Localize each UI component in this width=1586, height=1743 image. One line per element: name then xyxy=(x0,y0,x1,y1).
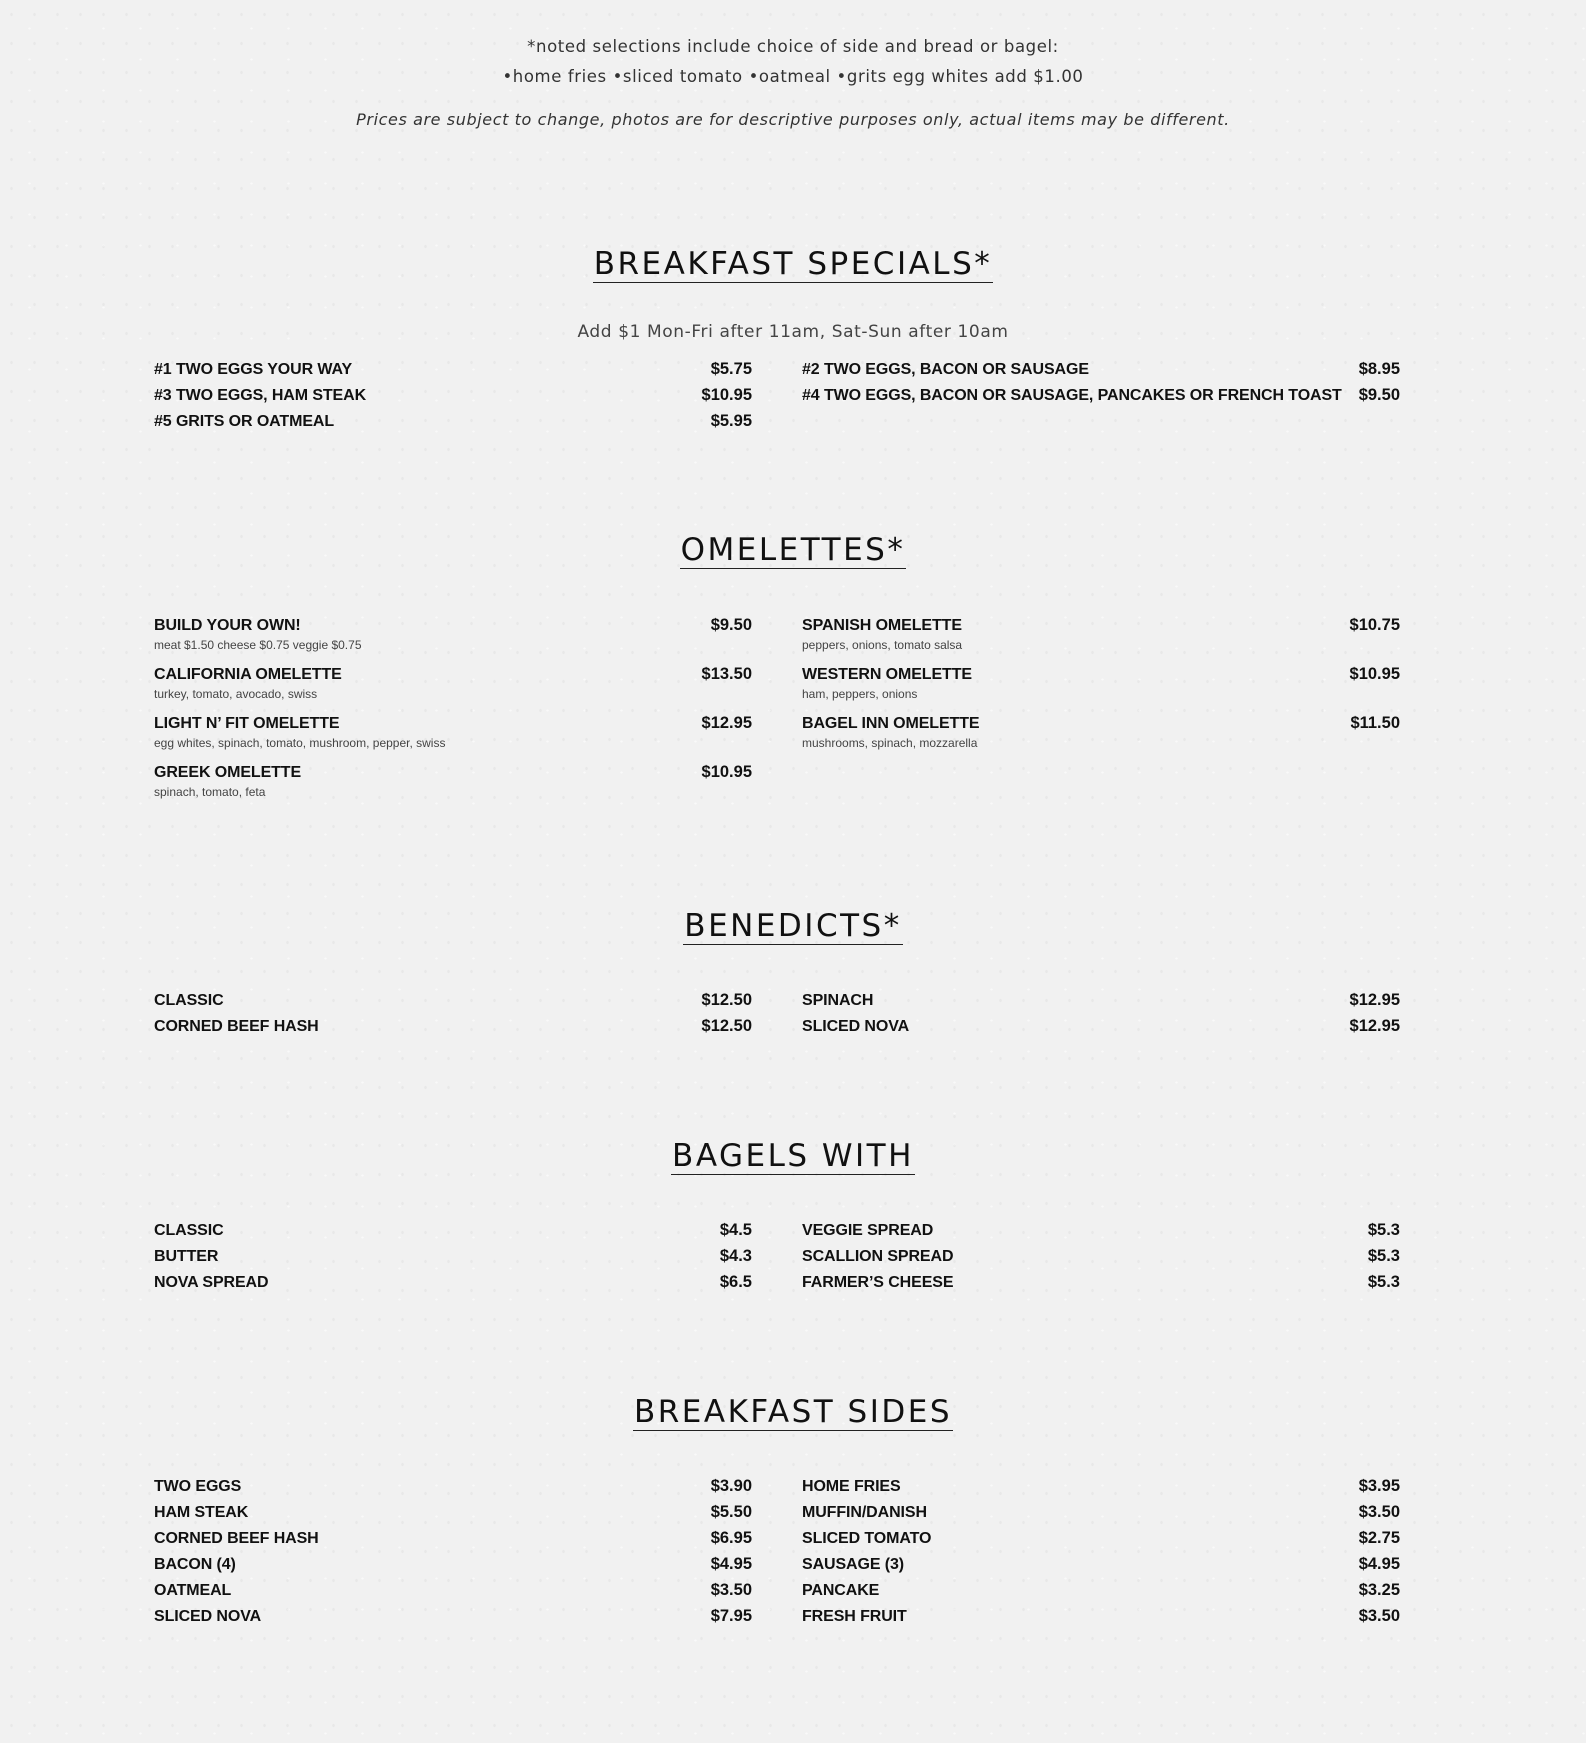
item-name: CLASSIC xyxy=(154,1222,224,1239)
item-price: $5.50 xyxy=(710,1503,752,1521)
item-name: GREEK OMELETTE xyxy=(154,764,302,781)
item-name: CORNED BEEF HASH xyxy=(154,1018,319,1035)
item-name: VEGGIE SPREAD xyxy=(802,1222,934,1239)
section-omelettes xyxy=(0,532,1586,569)
item-price: $3.50 xyxy=(1358,1607,1400,1625)
item-price: $12.50 xyxy=(701,1017,752,1035)
item-name: FRESH FRUIT xyxy=(802,1608,907,1625)
menu-column-right xyxy=(802,1473,1400,1629)
menu-column-right xyxy=(802,1217,1400,1295)
section-title: BREAKFAST SPECIALS* xyxy=(593,246,993,282)
menu-item xyxy=(154,1603,752,1629)
item-name: CALIFORNIA OMELETTE xyxy=(154,666,342,683)
menu-column-left xyxy=(154,356,752,434)
item-price: $4.95 xyxy=(710,1555,752,1573)
item-name: MUFFIN/DANISH xyxy=(802,1504,927,1521)
item-price: $3.90 xyxy=(710,1477,752,1495)
menu-column-left xyxy=(154,612,752,808)
item-description: spinach, tomato, feta xyxy=(154,785,266,799)
item-description: egg whites, spinach, tomato, mushroom, pepper, swiss xyxy=(154,736,446,750)
item-name: SLICED TOMATO xyxy=(802,1530,932,1547)
item-name: BUTTER xyxy=(154,1248,219,1265)
item-price: $12.50 xyxy=(701,991,752,1009)
item-name: #1 TWO EGGS YOUR WAY xyxy=(154,361,353,378)
item-price: $10.95 xyxy=(701,386,752,404)
menu-item xyxy=(154,759,752,808)
menu-item xyxy=(154,1013,752,1039)
menu-column-left xyxy=(154,1217,752,1295)
item-name: BACON (4) xyxy=(154,1556,236,1573)
menu-item xyxy=(154,1525,752,1551)
menu-item xyxy=(154,1269,752,1295)
section-benedicts xyxy=(0,908,1586,945)
item-name: #3 TWO EGGS, HAM STEAK xyxy=(154,387,367,404)
menu-item xyxy=(154,1499,752,1525)
item-price: $4.5 xyxy=(719,1221,752,1239)
item-price: $11.50 xyxy=(1350,714,1400,732)
section-note: Add $1 Mon-Fri after 11am, Sat-Sun after 10am xyxy=(577,322,1009,342)
item-price: $10.75 xyxy=(1349,616,1400,634)
item-name: SLICED NOVA xyxy=(802,1018,910,1035)
menu-item xyxy=(802,710,1400,759)
item-price: $5.95 xyxy=(710,412,752,430)
menu-column-right xyxy=(802,987,1400,1039)
item-price: $3.50 xyxy=(710,1581,752,1599)
item-price: $9.50 xyxy=(1358,386,1400,404)
menu-item xyxy=(154,1551,752,1577)
menu-item xyxy=(802,1577,1400,1603)
item-price: $12.95 xyxy=(1349,991,1400,1009)
item-price: $13.50 xyxy=(701,665,752,683)
menu-item xyxy=(802,356,1400,382)
item-description: meat $1.50 cheese $0.75 veggie $0.75 xyxy=(154,638,362,652)
menu-item xyxy=(154,1217,752,1243)
item-price: $6.5 xyxy=(719,1273,752,1291)
item-name: HAM STEAK xyxy=(154,1504,249,1521)
menu-column-right xyxy=(802,356,1400,408)
menu-item xyxy=(802,382,1400,408)
item-description: mushrooms, spinach, mozzarella xyxy=(802,736,978,750)
item-name: CORNED BEEF HASH xyxy=(154,1530,319,1547)
menu-item xyxy=(154,987,752,1013)
section-title: BAGELS WITH xyxy=(672,1138,914,1174)
item-name: #2 TWO EGGS, BACON OR SAUSAGE xyxy=(802,361,1089,378)
item-price: $5.3 xyxy=(1367,1247,1400,1265)
item-price: $7.95 xyxy=(710,1607,752,1625)
menu-item xyxy=(802,661,1400,710)
item-price: $10.95 xyxy=(1349,665,1400,683)
notes-line-2: •home fries •sliced tomato •oatmeal •grits egg whites add $1.00 xyxy=(502,67,1084,86)
menu-item xyxy=(154,1473,752,1499)
section-title: OMELETTES* xyxy=(680,532,906,568)
menu-item xyxy=(154,382,752,408)
menu-item xyxy=(154,710,752,759)
menu-item xyxy=(802,1473,1400,1499)
menu-item xyxy=(802,1551,1400,1577)
item-description: ham, peppers, onions xyxy=(802,687,918,701)
item-price: $2.75 xyxy=(1358,1529,1400,1547)
item-price: $9.50 xyxy=(710,616,752,634)
item-name: PANCAKE xyxy=(802,1582,880,1599)
item-name: NOVA SPREAD xyxy=(154,1274,269,1291)
item-price: $12.95 xyxy=(701,714,752,732)
item-name: TWO EGGS xyxy=(154,1478,242,1495)
item-name: SPINACH xyxy=(802,992,874,1009)
item-price: $3.95 xyxy=(1358,1477,1400,1495)
menu-item xyxy=(802,1217,1400,1243)
item-name: SLICED NOVA xyxy=(154,1608,262,1625)
item-price: $12.95 xyxy=(1349,1017,1400,1035)
section-bagels-with xyxy=(0,1138,1586,1175)
menu-item xyxy=(154,356,752,382)
section-breakfast-sides xyxy=(0,1394,1586,1431)
item-name: WESTERN OMELETTE xyxy=(802,666,972,683)
item-description: peppers, onions, tomato salsa xyxy=(802,638,963,652)
notes-line-1: *noted selections include choice of side and bread or bagel: xyxy=(527,37,1059,56)
item-name: SCALLION SPREAD xyxy=(802,1248,954,1265)
item-name: LIGHT N’ FIT OMELETTE xyxy=(154,715,340,732)
item-price: $6.95 xyxy=(710,1529,752,1547)
menu-item xyxy=(802,1269,1400,1295)
item-name: SAUSAGE (3) xyxy=(802,1556,905,1573)
item-price: $10.95 xyxy=(701,763,752,781)
section-breakfast-specials xyxy=(0,246,1586,342)
item-name: CLASSIC xyxy=(154,992,224,1009)
item-price: $4.95 xyxy=(1358,1555,1400,1573)
item-name: OATMEAL xyxy=(154,1582,232,1599)
menu-column-left xyxy=(154,1473,752,1629)
menu-item xyxy=(154,1577,752,1603)
item-name: HOME FRIES xyxy=(802,1478,901,1495)
menu-item xyxy=(154,612,752,661)
item-name: #5 GRITS OR OATMEAL xyxy=(154,413,335,430)
menu-notes xyxy=(0,32,1586,129)
item-price: $4.3 xyxy=(719,1247,752,1265)
menu-column-left xyxy=(154,987,752,1039)
item-description: turkey, tomato, avocado, swiss xyxy=(154,687,318,701)
menu-item xyxy=(802,1013,1400,1039)
menu-item xyxy=(154,1243,752,1269)
menu-item xyxy=(802,987,1400,1013)
item-price: $5.3 xyxy=(1367,1273,1400,1291)
menu-item xyxy=(802,1499,1400,1525)
item-price: $5.75 xyxy=(710,360,752,378)
item-price: $8.95 xyxy=(1358,360,1400,378)
menu-item xyxy=(154,661,752,710)
menu-item xyxy=(802,612,1400,661)
item-name: BUILD YOUR OWN! xyxy=(154,617,301,634)
menu-item xyxy=(802,1525,1400,1551)
section-title: BREAKFAST SIDES xyxy=(633,1394,953,1430)
item-price: $3.50 xyxy=(1358,1503,1400,1521)
item-name: #4 TWO EGGS, BACON OR SAUSAGE, PANCAKES OR FRENCH TOAST xyxy=(802,387,1342,404)
item-name: FARMER’S CHEESE xyxy=(802,1274,954,1291)
item-name: SPANISH OMELETTE xyxy=(802,617,962,634)
price-disclaimer: Prices are subject to change, photos are for descriptive purposes only, actual items may be different. xyxy=(356,110,1230,129)
section-title: BENEDICTS* xyxy=(684,908,902,944)
item-price: $3.25 xyxy=(1358,1581,1400,1599)
menu-column-right xyxy=(802,612,1400,759)
item-price: $5.3 xyxy=(1367,1221,1400,1239)
item-name: BAGEL INN OMELETTE xyxy=(802,715,980,732)
menu-item xyxy=(802,1243,1400,1269)
menu-item xyxy=(154,408,752,434)
menu-item xyxy=(802,1603,1400,1629)
